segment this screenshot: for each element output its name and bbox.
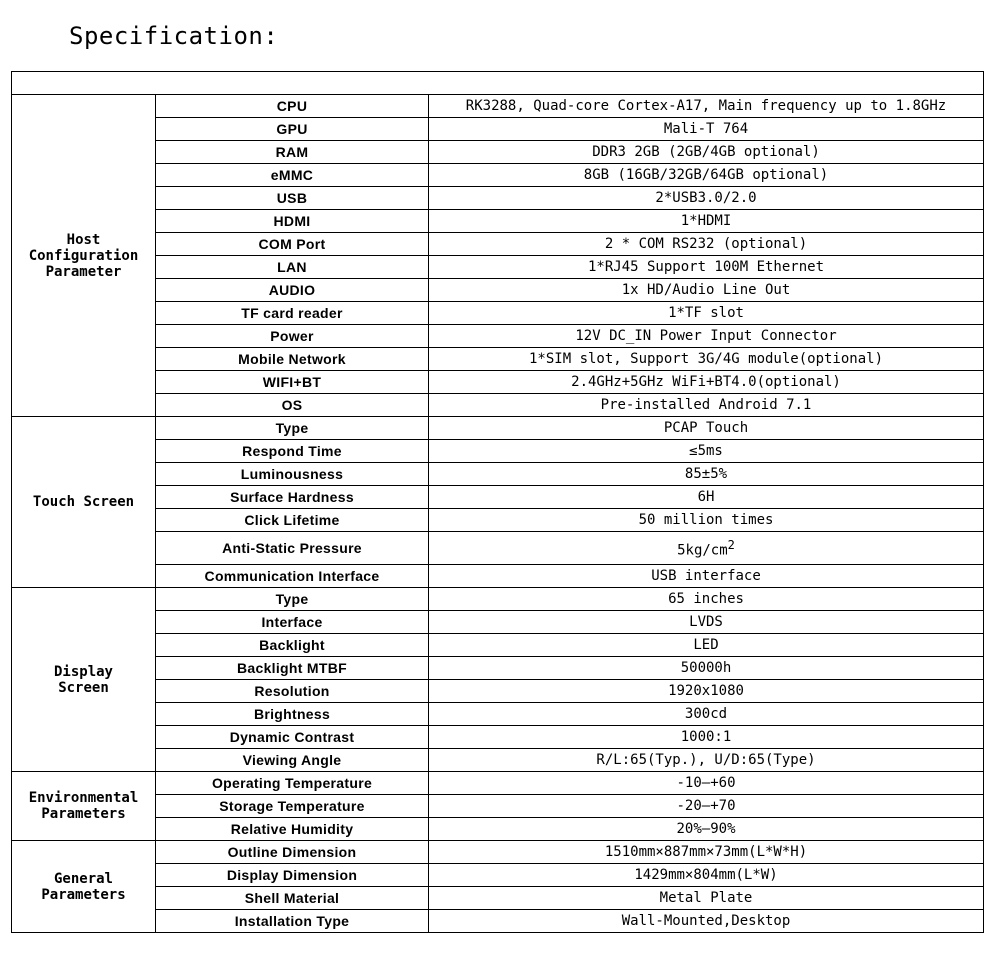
spec-value	[429, 634, 984, 657]
spec-value	[429, 588, 984, 611]
group-label-host: Host Configuration Parameter	[12, 95, 156, 417]
spec-label: eMMC	[156, 164, 429, 187]
spec-value	[429, 348, 984, 371]
spec-value	[429, 532, 984, 565]
group-label-environment: Environmental Parameters	[12, 772, 156, 841]
spec-value-text: 1429mm×804mm(L*W)	[634, 867, 778, 883]
table-row	[12, 371, 984, 394]
spec-value-text: -20—+70	[676, 798, 736, 814]
spec-label: Click Lifetime	[156, 509, 429, 532]
table-row	[12, 509, 984, 532]
spec-label: Mobile Network	[156, 348, 429, 371]
spec-value-text: 50000h	[680, 660, 732, 676]
spec-label: Interface	[156, 611, 429, 634]
table-row	[12, 532, 984, 565]
table-row	[12, 634, 984, 657]
spec-value	[429, 657, 984, 680]
group-label-touch: Touch Screen	[12, 417, 156, 588]
spec-value-text: -10—+60	[676, 775, 736, 791]
table-row	[12, 394, 984, 417]
spec-value	[429, 749, 984, 772]
spec-value	[429, 611, 984, 634]
spec-label: RAM	[156, 141, 429, 164]
spec-value	[429, 440, 984, 463]
group-label-display: Display Screen	[12, 588, 156, 772]
spec-value-text: ≤5ms	[689, 443, 723, 459]
table-row	[12, 164, 984, 187]
table-row	[12, 910, 984, 933]
table-row	[12, 864, 984, 887]
table-header-row	[12, 72, 984, 95]
spec-value-text: 2*USB3.0/2.0	[655, 190, 757, 206]
table-row	[12, 256, 984, 279]
table-row	[12, 141, 984, 164]
table-row	[12, 703, 984, 726]
spec-value-text: LED	[693, 637, 719, 653]
spec-value	[429, 910, 984, 933]
spec-value	[429, 279, 984, 302]
spec-value	[429, 302, 984, 325]
spec-value	[429, 818, 984, 841]
spec-value	[429, 795, 984, 818]
spec-label: OS	[156, 394, 429, 417]
table-row	[12, 210, 984, 233]
spec-value	[429, 371, 984, 394]
table-row	[12, 772, 984, 795]
table-row	[12, 463, 984, 486]
spec-value-text: 1510mm×887mm×73mm(L*W*H)	[604, 844, 808, 860]
spec-value	[429, 486, 984, 509]
spec-value	[429, 703, 984, 726]
table-row	[12, 302, 984, 325]
spec-label: Backlight	[156, 634, 429, 657]
spec-label: Type	[156, 588, 429, 611]
spec-value-text: 300cd	[684, 706, 728, 722]
spec-value	[429, 394, 984, 417]
spec-value-text: 65 inches	[668, 591, 744, 607]
table-row	[12, 279, 984, 302]
table-row	[12, 187, 984, 210]
spec-value-text: 1000:1	[680, 729, 732, 745]
spec-label: TF card reader	[156, 302, 429, 325]
spec-value	[429, 95, 984, 118]
spec-value-text: 2 * COM RS232 (optional)	[604, 236, 808, 252]
spec-label: HDMI	[156, 210, 429, 233]
table-row	[12, 749, 984, 772]
spec-value	[429, 463, 984, 486]
table-row	[12, 325, 984, 348]
spec-value-text: LVDS	[689, 614, 723, 630]
spec-value-text: 8GB (16GB/32GB/64GB optional)	[583, 167, 829, 183]
spec-value-text: Pre-installed Android 7.1	[600, 397, 812, 413]
table-row	[12, 565, 984, 588]
spec-label: CPU	[156, 95, 429, 118]
spec-label: Backlight MTBF	[156, 657, 429, 680]
spec-value	[429, 210, 984, 233]
spec-value-text: USB interface	[651, 568, 761, 584]
specification-table	[11, 71, 984, 933]
spec-value-text: DDR3 2GB (2GB/4GB optional)	[592, 144, 820, 160]
spec-value-text: Mali-T 764	[663, 121, 749, 137]
table-row	[12, 95, 984, 118]
group-label-general: General Parameters	[12, 841, 156, 933]
spec-value-text: R/L:65(Typ.), U/D:65(Type)	[596, 752, 816, 768]
table-row	[12, 680, 984, 703]
spec-label: Installation Type	[156, 910, 429, 933]
spec-value-text: 1920x1080	[668, 683, 744, 699]
spec-value	[429, 565, 984, 588]
spec-label: USB	[156, 187, 429, 210]
spec-value-text: 5kg/cm	[677, 542, 728, 559]
spec-value	[429, 233, 984, 256]
spec-label: Outline Dimension	[156, 841, 429, 864]
spec-value	[429, 887, 984, 910]
spec-label: Type	[156, 417, 429, 440]
spec-label: LAN	[156, 256, 429, 279]
spec-label: Power	[156, 325, 429, 348]
spec-value-text: Metal Plate	[659, 890, 753, 906]
spec-label: Dynamic Contrast	[156, 726, 429, 749]
table-row	[12, 818, 984, 841]
spec-label: Operating Temperature	[156, 772, 429, 795]
spec-value	[429, 118, 984, 141]
table-row	[12, 887, 984, 910]
table-row	[12, 588, 984, 611]
spec-label: Respond Time	[156, 440, 429, 463]
table-row	[12, 657, 984, 680]
header-cell	[12, 72, 984, 95]
spec-label: Storage Temperature	[156, 795, 429, 818]
spec-value-text: 12V DC_IN Power Input Connector	[575, 328, 837, 344]
spec-label: Surface Hardness	[156, 486, 429, 509]
table-row	[12, 417, 984, 440]
spec-value-text: 1x HD/Audio Line Out	[621, 282, 791, 298]
spec-label: GPU	[156, 118, 429, 141]
spec-value	[429, 509, 984, 532]
table-row	[12, 118, 984, 141]
spec-label: COM Port	[156, 233, 429, 256]
spec-label: Communication Interface	[156, 565, 429, 588]
spec-value-text: 2.4GHz+5GHz WiFi+BT4.0(optional)	[571, 374, 841, 390]
spec-label: Viewing Angle	[156, 749, 429, 772]
spec-value	[429, 164, 984, 187]
table-row	[12, 486, 984, 509]
page-title: Specification:	[69, 22, 279, 50]
spec-value-text: PCAP Touch	[663, 420, 749, 436]
spec-label: Luminousness	[156, 463, 429, 486]
spec-value	[429, 726, 984, 749]
spec-value-text: Wall-Mounted,Desktop	[621, 913, 791, 929]
spec-label: Resolution	[156, 680, 429, 703]
spec-label: Relative Humidity	[156, 818, 429, 841]
table-row	[12, 440, 984, 463]
spec-value-text: 50 million times	[638, 512, 774, 528]
spec-value-text: 1*RJ45 Support 100M Ethernet	[588, 259, 825, 275]
spec-value	[429, 325, 984, 348]
spec-label: Brightness	[156, 703, 429, 726]
spec-value	[429, 187, 984, 210]
table-row	[12, 348, 984, 371]
table-row	[12, 233, 984, 256]
spec-value-text: 1*HDMI	[680, 213, 732, 229]
spec-value-text: RK3288, Quad-core Cortex-A17, Main frequency up to 1.8GHz	[465, 98, 947, 114]
spec-value-text: 6H	[697, 489, 715, 505]
spec-value	[429, 772, 984, 795]
spec-value-text: 85±5%	[684, 466, 728, 482]
table-row	[12, 726, 984, 749]
spec-value-text: 20%—90%	[676, 821, 736, 837]
spec-label: Anti-Static Pressure	[156, 532, 429, 565]
table-row	[12, 795, 984, 818]
spec-label: Display Dimension	[156, 864, 429, 887]
spec-label: WIFI+BT	[156, 371, 429, 394]
spec-value-text: 1*TF slot	[668, 305, 744, 321]
spec-value	[429, 680, 984, 703]
spec-label: Shell Material	[156, 887, 429, 910]
table-row	[12, 841, 984, 864]
spec-value-text: 1*SIM slot, Support 3G/4G module(optional)	[529, 351, 884, 367]
spec-value	[429, 864, 984, 887]
spec-value	[429, 256, 984, 279]
superscript: 2	[727, 538, 735, 553]
table-row	[12, 611, 984, 634]
spec-value	[429, 841, 984, 864]
spec-label: AUDIO	[156, 279, 429, 302]
spec-value	[429, 141, 984, 164]
spec-value	[429, 417, 984, 440]
